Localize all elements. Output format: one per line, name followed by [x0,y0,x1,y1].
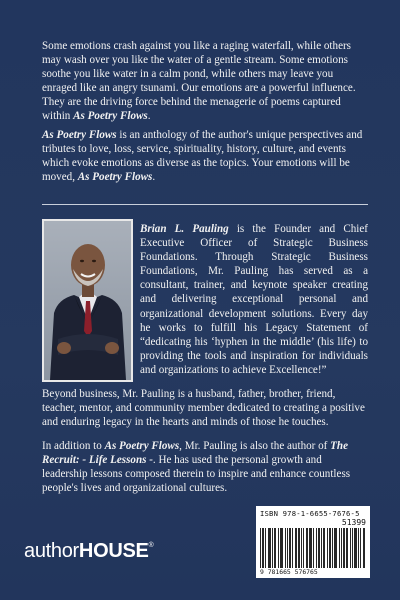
barcode-bar [295,528,296,568]
other-works-tail: . He has used the personal growth and leadership lessons composed therein to inspire and enhance countless people's lives and organizational cultures. [42,454,351,495]
author-portrait-image [44,221,131,380]
beyond-text: Beyond business, Mr. Pauling is a husband, father, brother, friend, teacher, mentor, and community member dedicated to creating a positive and enduring legacy in the hearts and minds of those he touches. [42,388,365,429]
intro-line-1: Some emotions crash against you like a raging waterfall, while others may [42,40,351,67]
book-title-italic: As Poetry Flows [104,440,180,452]
registered-mark: ® [148,542,154,549]
intro-line-3: you like water in a calm pond, while others may leave you enraged like [42,68,334,95]
barcode-bar [309,528,310,568]
intro-line-5: driving force behind the menagerie of poems captured within [42,96,341,123]
book-title-italic: As Poetry Flows [77,171,153,184]
barcode-bar [319,528,320,568]
barcode-bar [316,528,317,568]
barcode-bar [299,528,300,568]
bio-text: is the Founder and Chief Executive Officer of Strategic Business Foundations. Through Strategic Business Foundations, Mr. Pauling has served as a consultant, trainer, and keynote speaker creating and delivering exceptional personal and organizational development solutions. Every day he works to fulfill his Legacy Statement of “dedicating his ‘hyphen in the middle’ (his life) to providing the tools and inspiration for individuals and organizations to achieve Excellence!” [140,223,368,376]
barcode-bar [303,528,304,568]
anthology-end: . [152,171,156,184]
isbn-number: ISBN 978-1-6655-7676-5 [260,509,360,518]
barcode-bar [350,528,351,568]
barcode-bar [318,528,319,568]
publisher-logo [24,540,153,563]
barcode-bar [262,528,263,568]
barcode-bar [339,528,340,568]
recruit-title-italic: The Recruit: - Life Lessons - [42,440,349,467]
barcode-bar [298,528,299,568]
barcode-digits: 9 781665 576765 [260,568,318,576]
barcode-bar [275,528,276,568]
barcode-bar [336,528,337,568]
other-works-mid: , Mr. Pauling is also the author of [179,440,331,452]
barcode-bar [329,528,330,568]
barcode-bar [327,528,328,568]
barcode-bar [356,528,357,568]
barcode-bar [289,528,290,568]
barcode-bar [355,528,356,568]
barcode-bar [335,528,336,568]
barcode-bar [354,528,355,568]
barcode-bar [347,528,348,568]
other-works-lead: In addition to [42,440,105,452]
barcode-bar [324,528,325,568]
barcode-bar [268,528,269,568]
divider-line [42,204,368,205]
anthology-paragraph [42,128,368,184]
barcode-bar [332,528,333,568]
barcode-bar [287,528,288,568]
barcode-bar [343,528,344,568]
barcode-bar [260,528,261,568]
logo-author: author [24,540,79,562]
barcode-bar [282,528,283,568]
barcode-bar [301,528,302,568]
intro-end: . [147,110,151,123]
barcode-bar [306,528,307,568]
barcode-bar [346,528,347,568]
barcode-bar [321,528,322,568]
isbn-barcode [256,506,370,578]
author-bio [140,222,368,377]
author-name: Brian L. Pauling [140,223,229,235]
barcode-bar [296,528,297,568]
barcode-bar [269,528,270,568]
barcode-bar [278,528,279,568]
intro-paragraph [42,39,368,124]
barcode-bar [352,528,353,568]
other-works-paragraph [42,439,368,495]
barcode-bar [281,528,282,568]
barcode-bar [263,528,264,568]
intro-line-4: an angry tsunami. Our emotions are a powerful influence. They are the [42,82,356,109]
author-photo [42,219,133,382]
intro-line-2: wash over you like the water of a gentle stream. Some emotions soothe [42,54,348,81]
book-title-italic: As Poetry Flows [73,110,148,123]
barcode-bar [307,528,308,568]
barcode-bar [274,528,275,568]
barcode-bars-icon [260,528,366,568]
price-code: 51399 [341,518,366,527]
barcode-bar [358,528,359,568]
barcode-bar [344,528,345,568]
barcode-bar [334,528,335,568]
beyond-business-paragraph [42,387,368,429]
barcode-bar [280,528,281,568]
barcode-bar [330,528,331,568]
book-title-italic: As Poetry Flows [42,129,117,141]
barcode-bar [360,528,361,568]
barcode-bar [310,528,311,568]
barcode-bar [292,528,293,568]
barcode-bar [341,528,342,568]
barcode-bar [272,528,273,568]
barcode-bar [265,528,266,568]
barcode-bar [364,528,365,568]
anthology-text: is an anthology of the author's unique perspectives and tributes to love, loss, service, spirituality, history, culture, and events which evoke emotions as diverse as the topics. Your emotions will be moved, [42,129,363,184]
barcode-bar [323,528,324,568]
barcode-bar [290,528,291,568]
logo-house: HOUSE [78,540,149,562]
barcode-bar [363,528,364,568]
barcode-bar [313,528,314,568]
barcode-bar [270,528,271,568]
barcode-bar [311,528,312,568]
barcode-bar [285,528,286,568]
